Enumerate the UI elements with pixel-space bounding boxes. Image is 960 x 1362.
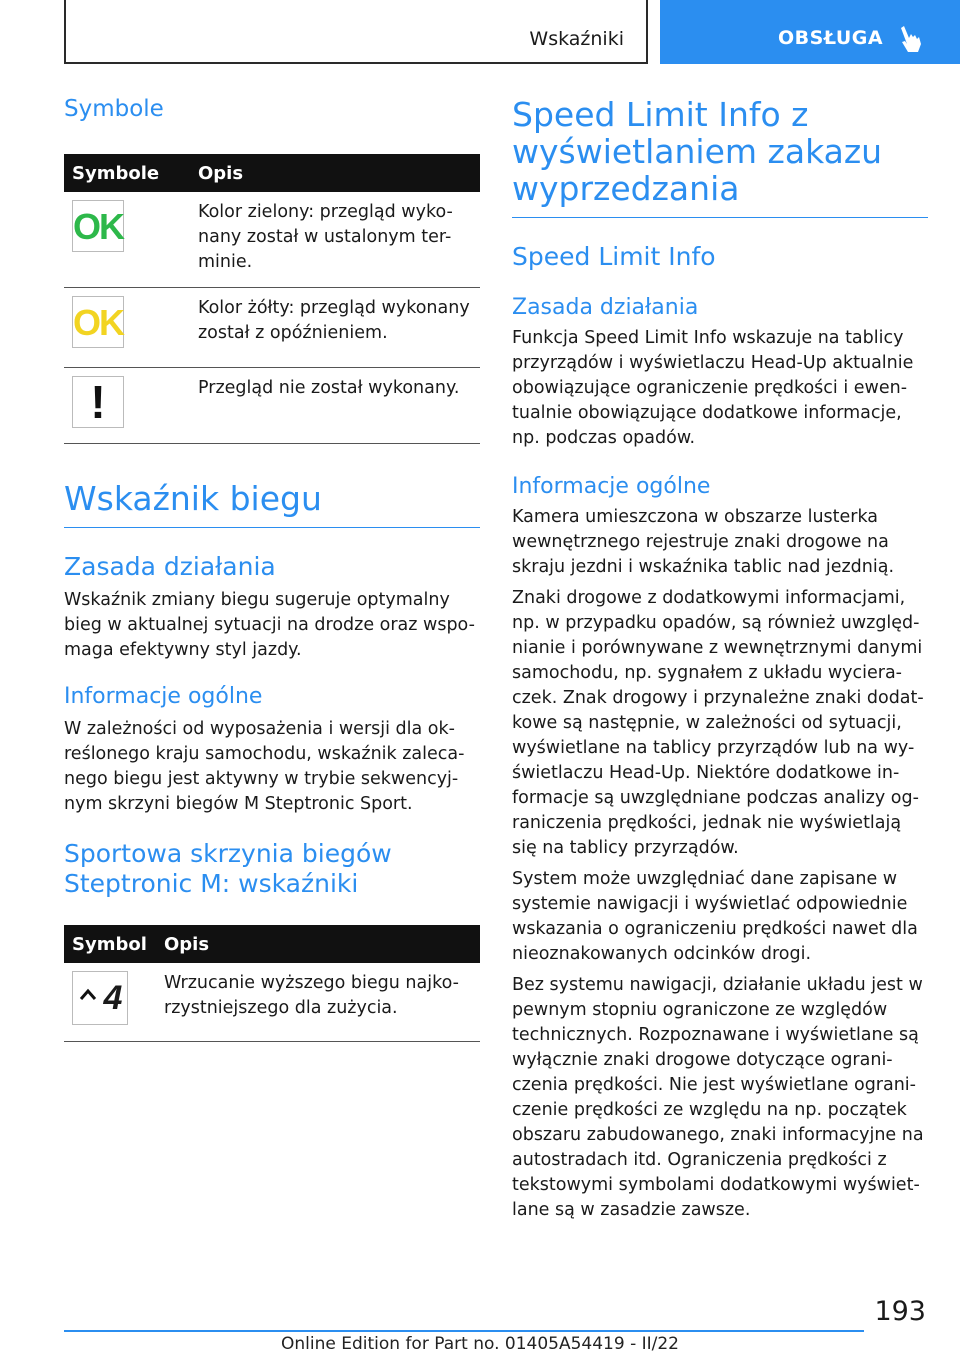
footer-divider: [64, 1330, 864, 1332]
gear-col-desc: Opis: [156, 925, 480, 963]
speed-limit-subtitle: Speed Limit Info: [512, 242, 716, 271]
sport-gearbox-heading: Sportowa skrzynia biegów Steptronic M: wskaźniki: [64, 839, 392, 898]
gear-info-heading: Informacje ogólne: [64, 684, 263, 709]
gear-table: [64, 925, 480, 1042]
row-description: Przegląd nie został wykonany.: [190, 368, 480, 444]
footer-edition: Online Edition for Part no. 01405A54419 - II/22: [280, 1334, 679, 1354]
ok-green-icon: OK: [72, 200, 124, 252]
upshift-gear-number: 4: [103, 978, 123, 1017]
left-column: [64, 96, 480, 1042]
gear-zasada-text: Wskaźnik zmiany biegu sugeruje optymalny bieg w aktualnej sytuacji na drodze oraz wspo-maga efektywny styl jazdy.: [64, 590, 475, 660]
speed-zasada-heading: Zasada działania: [512, 295, 699, 320]
gear-info-text: W zależności od wyposażenia i wersji dla ok-reślonego kraju samochodu, wskaźnik zaleca-nego biegu jest aktywny w trybie sekwencyj-nym skrzyni biegów M Steptronic Sport.: [64, 719, 465, 814]
upshift-4-icon: [72, 971, 128, 1025]
speed-limit-title: Speed Limit Info z wyświetlaniem zakazu wyprzedzania: [512, 96, 928, 218]
gear-col-symbol: Symbol: [64, 925, 156, 963]
row-description: Kolor zielony: przegląd wyko-nany został w ustalonym ter-minie.: [190, 192, 480, 288]
symbols-col-symbol: Symbole: [64, 154, 190, 192]
table-row: [64, 963, 480, 1041]
header-chapter-tab[interactable]: [660, 0, 960, 64]
page-number: 193: [874, 1296, 926, 1327]
header-section-box: [64, 0, 648, 64]
table-row: [64, 288, 480, 368]
ok-yellow-icon: OK: [72, 296, 124, 348]
table-row: [64, 192, 480, 288]
hand-pointer-icon: [898, 24, 926, 54]
speed-info-paragraph: Kamera umieszczona w obszarze lusterka wewnętrznego rejestruje znaki drogowe na skraju jezdni i wskaźnika tablic nad jezdnią.: [512, 507, 895, 577]
symbols-heading: Symbole: [64, 96, 164, 122]
speed-info-paragraph: Bez systemu nawigacji, działanie układu jest w pewnym stopniu ograniczone ze względów technicznych. Rozpoznawane i wyświetlane są wyłącznie znaki drogowe dotyczące ograni-czenia prędkości. Nie jest wyświetlane ograni-czenie prędkości ze względu na np. początek obszaru zabudowanego, znaki informacyjne na autostradach itd. Ograniczenia prędkości z tekstowymi symbolami dodatkowymi wyświet-lane są w zasadzie zawsze.: [512, 975, 924, 1220]
speed-zasada-text: Funkcja Speed Limit Info wskazuje na tablicy przyrządów i wyświetlaczu Head-Up aktualnie obowiązujące ograniczenie prędkości i ewen-tualnie obowiązujące dodatkowe informacje, np. podczas opadów.: [512, 328, 914, 448]
exclamation-icon: !: [72, 376, 124, 428]
speed-info-paragraph: System może uwzględniać dane zapisane w systemie nawigacji i wyświetlać odpowiednie wskazania o ograniczeniu prędkości nawet dla nieoznakowanych odcinków drogi.: [512, 869, 918, 964]
row-description: Wrzucanie wyższego biegu najko-rzystniejszego dla zużycia.: [156, 963, 480, 1041]
gear-indicator-title: Wskaźnik biegu: [64, 480, 480, 528]
speed-info-paragraph: Znaki drogowe z dodatkowymi informacjami, np. w przypadku opadów, są również uwzględ-nianie i porównywane z wewnętrznymi danymi samochodu, np. sygnałem z układu wyciera-czek. Znak drogowy i przynależne znaki dodat-kowe są następnie, w zależności od sytuacji, wyświetlane na tablicy przyrządów lub na wy-świetlaczu Head-Up. Niektóre dodatkowe in-formacje są uwzględniane podczas analizy og-raniczenia prędkości, jednak nie wyświetlają się na tablicy przyrządów.: [512, 588, 924, 858]
table-row: [64, 368, 480, 444]
right-column: [512, 96, 928, 1223]
symbols-table: [64, 154, 480, 444]
header-section-title: Wskaźniki: [529, 28, 624, 50]
speed-info-heading: Informacje ogólne: [512, 474, 711, 499]
row-description: Kolor żółty: przegląd wykonany został z opóźnieniem.: [190, 288, 480, 368]
gear-zasada-heading: Zasada działania: [64, 552, 276, 581]
symbols-col-desc: Opis: [190, 154, 480, 192]
header-chapter-label: OBSŁUGA: [778, 27, 884, 49]
